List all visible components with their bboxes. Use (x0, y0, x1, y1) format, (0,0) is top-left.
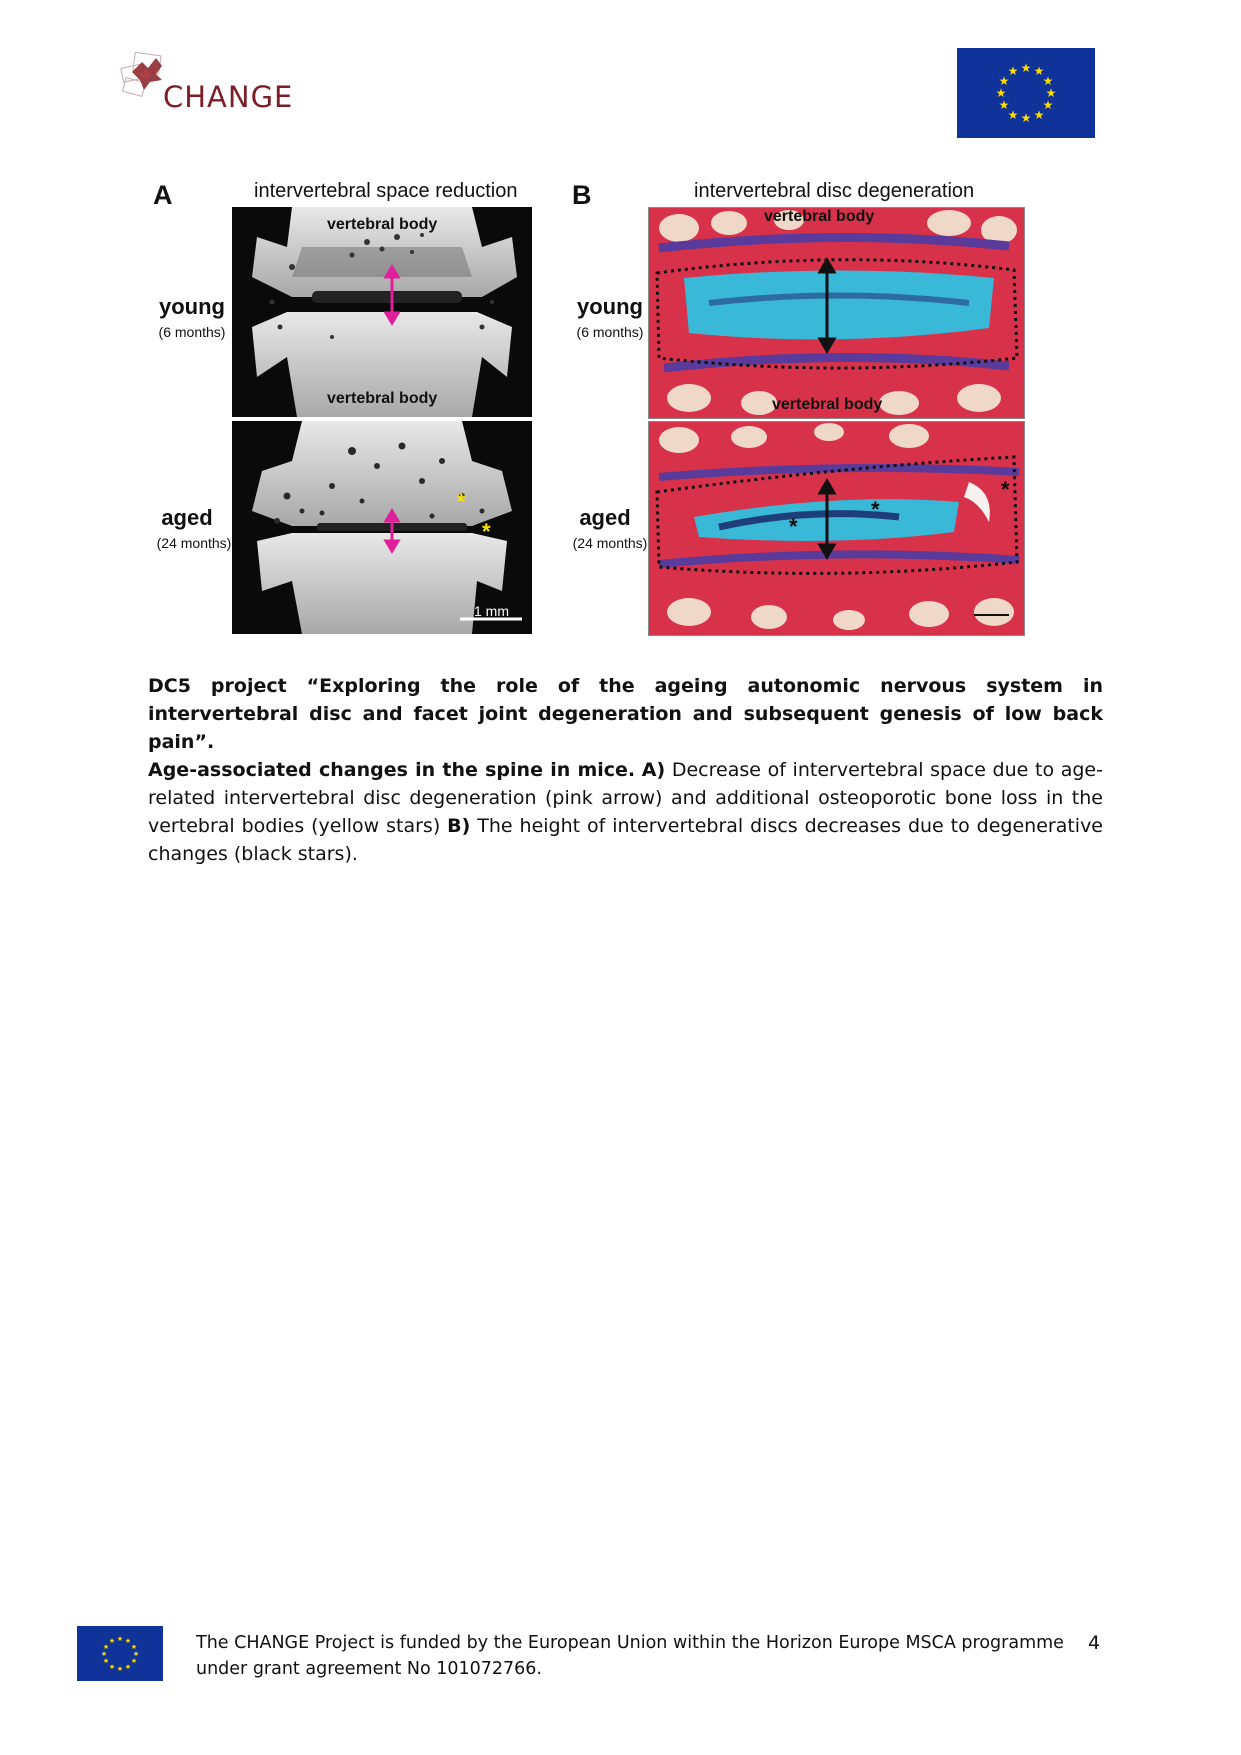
caption-a-text: Decrease of intervertebral space due to age-related intervertebral disc degeneration (pink arrow) and additional osteoporotic bone loss in the vertebral bodies (yellow stars) (148, 759, 1103, 837)
vertebral-body-label-b-top: vertebral body (764, 208, 875, 225)
svg-text:★: ★ (1007, 108, 1019, 122)
svg-text:★: ★ (102, 1657, 110, 1665)
histology-aged-image (648, 421, 1025, 636)
svg-text:★: ★ (108, 1637, 116, 1645)
panel-a-title: intervertebral space reduction (254, 180, 518, 202)
svg-text:★: ★ (998, 74, 1010, 88)
black-star-1: * (789, 514, 798, 539)
svg-text:★: ★ (102, 1643, 110, 1651)
svg-text:★: ★ (108, 1663, 116, 1671)
caption-b-marker: B) (447, 815, 471, 837)
project-title (148, 672, 1103, 756)
logo-text: CHANGE (163, 80, 294, 114)
row-label-aged-a: aged (161, 505, 213, 530)
yellow-star-2: * (482, 519, 491, 544)
svg-text:★: ★ (116, 1665, 124, 1673)
caption-body (148, 756, 1103, 868)
black-star-3: * (1001, 477, 1010, 502)
caption-b-text: The height of intervertebral discs decreases due to degenerative changes (black stars). (148, 815, 1104, 865)
figure-caption (148, 672, 1103, 868)
page-number: 4 (1088, 1632, 1101, 1654)
svg-text:★: ★ (998, 98, 1010, 112)
row-sub-young-b: (6 months) (576, 324, 644, 340)
project-title-text: DC5 project “Exploring the role of the ageing autonomic nervous system in intervertebral disc and facet joint degeneration and subsequent genesis of low back pain”. (148, 675, 1103, 753)
yellow-star-1: * (457, 489, 466, 514)
row-sub-aged-a: (24 months) (156, 535, 232, 551)
row-label-young-b: young (577, 294, 643, 319)
caption-a-marker: A) (641, 759, 666, 781)
svg-text:★: ★ (124, 1637, 132, 1645)
svg-text:★: ★ (1042, 74, 1054, 88)
svg-text:★: ★ (1042, 98, 1054, 112)
svg-text:★: ★ (1007, 64, 1019, 78)
svg-text:★: ★ (1045, 86, 1057, 100)
panel-b-letter: B (572, 180, 592, 210)
row-sub-young-a: (6 months) (158, 324, 226, 340)
vertebral-body-label-a-top: vertebral body (327, 216, 438, 233)
svg-text:★: ★ (130, 1643, 138, 1651)
svg-text:★: ★ (995, 86, 1007, 100)
row-label-young-a: young (159, 294, 225, 319)
panel-a-letter: A (153, 180, 173, 210)
svg-text:★: ★ (1020, 111, 1032, 125)
funding-statement: The CHANGE Project is funded by the European Union within the Horizon Europe MSCA programme under grant agreement No 101072766. (196, 1633, 1064, 1679)
black-star-2: * (871, 497, 880, 522)
svg-text:★: ★ (100, 1650, 108, 1658)
scale-bar-label: 1 mm (474, 603, 509, 619)
eu-flag-icon (957, 48, 1095, 138)
svg-text:★: ★ (1033, 64, 1045, 78)
row-sub-aged-b: (24 months) (572, 535, 648, 551)
caption-lead: Age-associated changes in the spine in mice. (148, 759, 636, 781)
eu-flag-footer-icon (77, 1626, 163, 1681)
svg-text:★: ★ (124, 1663, 132, 1671)
panel-b-title: intervertebral disc degeneration (694, 180, 975, 202)
svg-text:★: ★ (130, 1657, 138, 1665)
vertebral-body-label-a-bottom: vertebral body (327, 390, 438, 407)
svg-text:★: ★ (132, 1650, 140, 1658)
row-label-aged-b: aged (579, 505, 631, 530)
micro-ct-young-image (232, 207, 532, 417)
svg-text:★: ★ (1020, 61, 1032, 75)
svg-text:★: ★ (116, 1635, 124, 1643)
vertebral-body-label-b-bottom: vertebral body (772, 396, 883, 413)
svg-text:★: ★ (1033, 108, 1045, 122)
histology-young-image (648, 207, 1025, 419)
